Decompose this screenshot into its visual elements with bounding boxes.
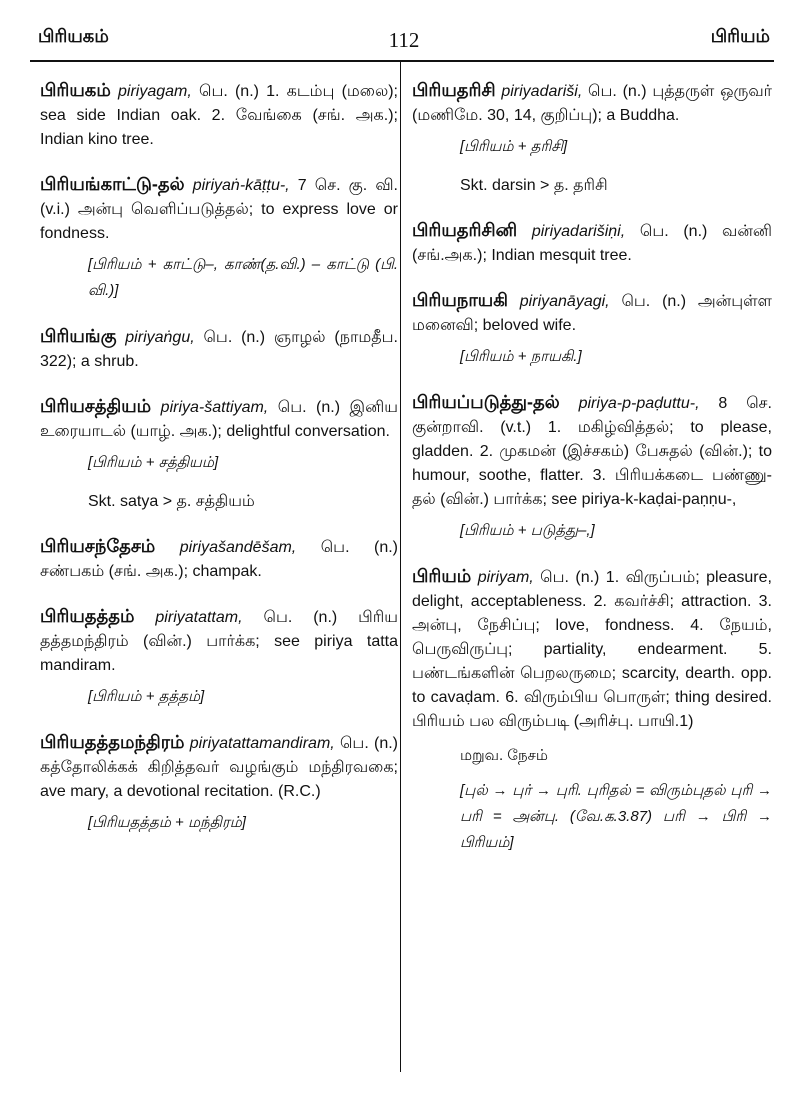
entry-definition: 7 செ. கு. வி. (v.i.) அன்பு வெளிப்படுத்தல்; to express love or fondness.	[40, 177, 399, 242]
entry-headword: பிரியப்படுத்து-தல்	[412, 392, 560, 412]
entry-definition: பெ. (n.) சண்பகம் (சங். அக.); champak.	[40, 539, 398, 580]
entry-sanskrit-source: Skt. darsin > த. தரிசி	[460, 177, 608, 194]
dictionary-entry	[40, 324, 398, 374]
dictionary-entry	[412, 288, 772, 370]
entry-transliteration: piriyatattam,	[155, 609, 243, 626]
entry-transliteration: piriyašandēšam,	[179, 539, 297, 556]
entry-sanskrit-source: Skt. satya > த. சத்தியம்	[88, 493, 255, 510]
entry-etymology: [பிரியம் + சத்தியம்]	[88, 454, 219, 471]
dictionary-entry	[40, 394, 398, 514]
entry-etymology: [புல் → புர் → புரி. புரிதல் = விரும்புதல் புரி → பரி = அன்பு. (வே.க.3.87) பரி → பிரி → பிரியம்]	[460, 782, 772, 851]
entry-etymology: [பிரியம் + நாயகி.]	[460, 348, 582, 365]
entry-etymology: [பிரியம் + தரிசி]	[460, 138, 568, 155]
entry-etymology: [பிரியதத்தம் + மந்திரம்]	[88, 814, 246, 831]
page-header	[38, 26, 770, 56]
dictionary-entry	[40, 78, 398, 152]
entry-headword: பிரியங்கு	[40, 326, 117, 346]
entry-definition: பெ. (n.) 1. விருப்பம்; pleasure, delight, acceptableness. 2. கவர்ச்சி; attraction. 3. அன்பு, நேசிப்பு; love, fondness. 4. நேயம், பெருவிருப்பு; partiality, endearment. 5. பண்டங்களின் பெறலருமை; scarcity, dearth. opp. to cavaḍam. 6. விரும்பிய பொருள்; thing desired. பிரியம் பல விரும்படி (அரிச்பு. பாயி.1)	[412, 569, 772, 730]
entry-headword: பிரியசந்தேசம்	[40, 536, 156, 556]
entry-etymology: [பிரியம் + காட்டு–, காண்(த.வி.) – காட்டு (பி. வி.)]	[88, 256, 398, 299]
entry-headword: பிரியம்	[412, 566, 472, 586]
header-rule	[30, 60, 774, 62]
dictionary-entry	[40, 534, 398, 584]
running-head-left: பிரியகம்	[38, 26, 109, 46]
entry-transliteration: piriyagam,	[118, 83, 192, 100]
entry-transliteration: piriya-p-paḍuttu-,	[578, 395, 700, 412]
entry-definition: பெ. (n.) ஞாழல் (நாமதீப. 322); a shrub.	[40, 329, 398, 370]
column-divider	[400, 62, 401, 1072]
right-column	[412, 78, 772, 876]
entry-etymology: [பிரியம் + படுத்து–,]	[460, 522, 595, 539]
entry-definition: பெ. (n.) பிரிய தத்தமந்திரம் (வின்.) பார்க்க; see piriya tatta mandiram.	[40, 609, 398, 674]
entry-transliteration: piriyaṅgu,	[125, 329, 195, 346]
running-head-right: பிரியம்	[710, 26, 770, 46]
dictionary-entry	[412, 218, 772, 268]
dictionary-entry	[412, 390, 772, 544]
entry-headword: பிரியதத்தம்	[40, 606, 135, 626]
entry-transliteration: piriyatattamandiram,	[189, 735, 335, 752]
entry-definition: 8 செ. குன்றாவி. (v.t.) 1. மகிழ்வித்தல்; to please, gladden. 2. முகமன் (இச்சகம்) பேசுதல் (வின்.); to humour, soothe, flatter. 3. பிரியக்கடை பண்ணு-தல் (வின்.) பார்க்க; see piriya-k-kaḍai-paṇṇu-,	[412, 395, 772, 508]
entry-headword: பிரியகம்	[40, 80, 111, 100]
entry-definition: பெ. (n.) அன்புள்ள மனைவி; beloved wife.	[412, 293, 772, 334]
entry-headword: பிரியதத்தமந்திரம்	[40, 732, 185, 752]
dictionary-entry	[40, 604, 398, 710]
dictionary-entry	[412, 564, 772, 856]
entry-transliteration: piriyanāyagi,	[519, 293, 610, 310]
entry-synonym: மறுவ. நேசம்	[460, 747, 548, 764]
entry-etymology: [பிரியம் + தத்தம்]	[88, 688, 205, 705]
left-column	[40, 78, 398, 856]
entry-headword: பிரியதரிசினி	[412, 220, 518, 240]
dictionary-entry	[40, 172, 398, 304]
entry-transliteration: piriyaṅ-kāṭṭu-,	[192, 177, 290, 194]
entry-headword: பிரியநாயகி	[412, 290, 508, 310]
entry-headword: பிரியசத்தியம்	[40, 396, 152, 416]
entry-definition: பெ. (n.) கத்தோலிக்கக் கிறித்தவர் வழங்கும் மந்திரவகை; ave mary, a devotional recitation. (R.C.)	[40, 735, 398, 800]
entry-transliteration: piriya-šattiyam,	[160, 399, 269, 416]
entry-transliteration: piriyadarišiṇi,	[531, 223, 626, 240]
page-number: 112	[388, 28, 420, 52]
entry-definition: பெ. (n.) வன்னி (சங்.அக.); Indian mesquit tree.	[412, 223, 772, 264]
entry-definition: பெ. (n.) இனிய உரையாடல் (யாழ். அக.); delightful conversation.	[40, 399, 398, 440]
entry-definition: பெ. (n.) புத்தருள் ஒருவர் (மணிமே. 30, 14, குறிப்பு); a Buddha.	[412, 83, 772, 124]
entry-headword: பிரியதரிசி	[412, 80, 496, 100]
entry-transliteration: piriyadariši,	[501, 83, 583, 100]
entry-headword: பிரியங்காட்டு-தல்	[40, 174, 185, 194]
entry-transliteration: piriyam,	[477, 569, 534, 586]
dictionary-entry	[40, 730, 398, 836]
dictionary-entry	[412, 78, 772, 198]
entry-definition: பெ. (n.) 1. கடம்பு (மலை); sea side Indian oak. 2. வேங்கை (சங். அக.); Indian kino tree.	[40, 83, 399, 148]
